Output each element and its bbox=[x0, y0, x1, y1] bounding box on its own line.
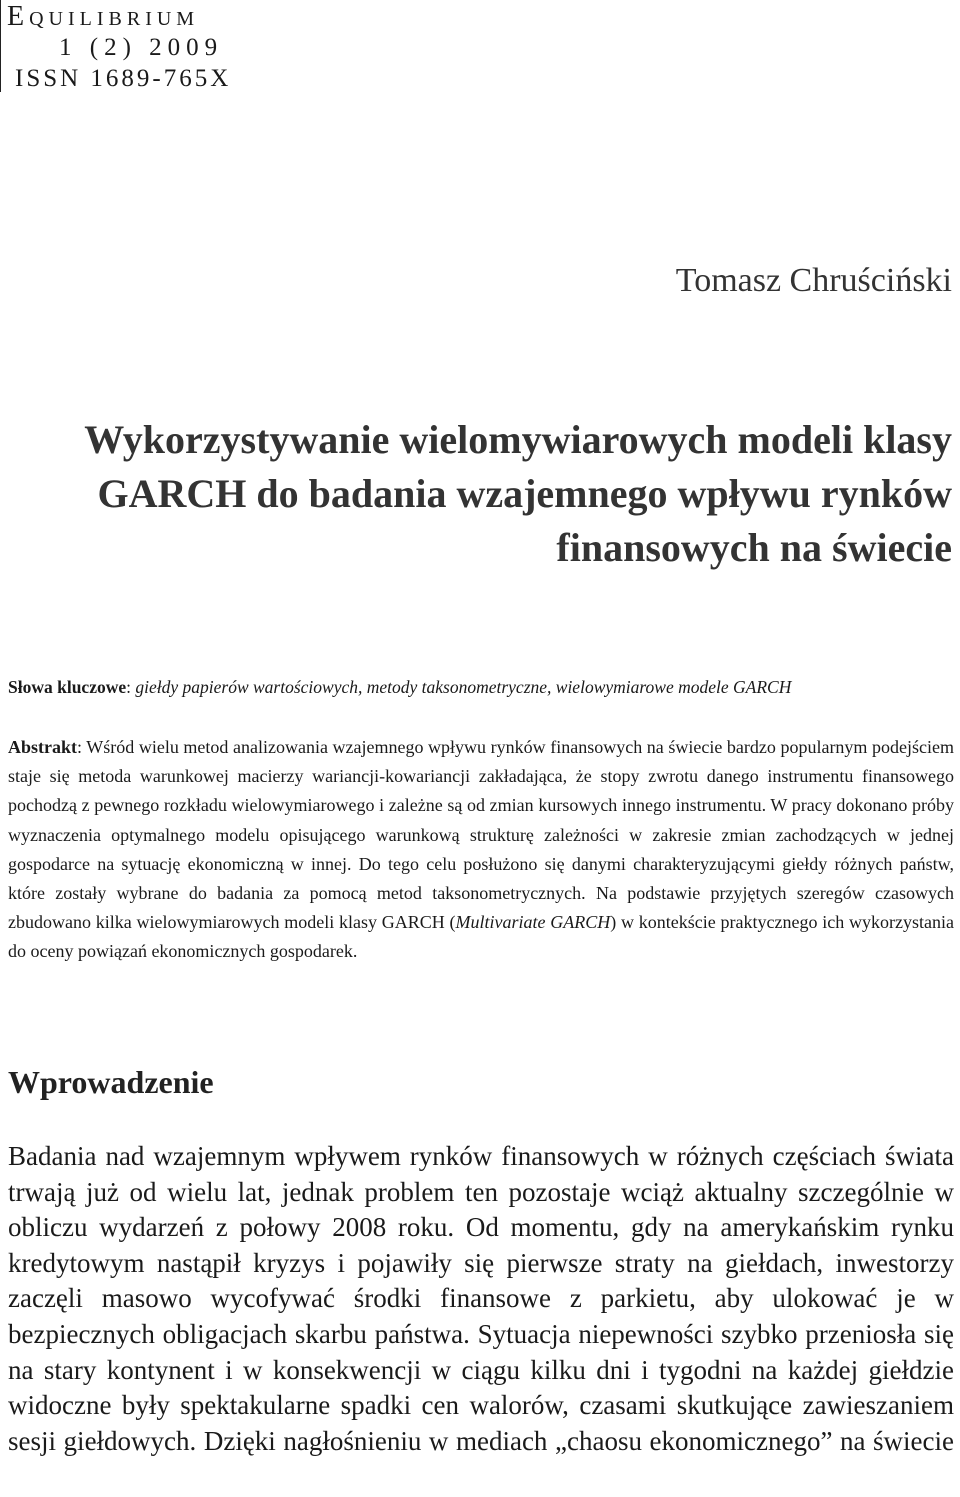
title-line: GARCH do badania wzajemnego wpływu rynków bbox=[97, 471, 952, 516]
intro-paragraph: Badania nad wzajemnym wpływem rynków finansowych w różnych częściach świata trwają już od wielu lat, jednak problem ten pozostaje wciąż aktualny szczególnie w obliczu wydarzeń z połowy 2008 roku. Od momentu, gdy na amerykańskim rynku kredytowym nastąpił kryzys i pojawiły się pierwsze straty na giełdach, inwestorzy zaczęli masowo wycofywać środki finansowe z parkietu, aby ulokować je w bezpiecznych obligacjach skarbu państwa. Sytuacja niepewności szybko przeniosła się na stary kontynent i w konsekwencji w ciągu kilku dni i tygodni na każdej giełdzie widoczne były spektakularne spadki cen walorów, czasami skutkujące zawieszaniem sesji giełdowych. Dzięki nagłośnieniu w mediach „chaosu ekonomicznego” na świecie bbox=[8, 1141, 954, 1456]
keywords-label: Słowa kluczowe bbox=[8, 677, 127, 697]
keywords-text: giełdy papierów wartościowych, metody taksonometryczne, wielowymiarowe modele GARCH bbox=[135, 677, 792, 697]
journal-issue: 1 (2) 2009 bbox=[59, 34, 224, 61]
abstract-text: Wśród wielu metod analizowania wzajemnego wpływu rynków finansowych na świecie bardzo popularnym podejściem staje się metoda warunkowej macierzy wariancji-kowariancji zakładająca, że stopy zwrotu danego instrumentu finansowego pochodzą z pewnego rozkładu wielowymiarowego i zależne są od zmian kursowych innego instrumentu. W pracy dokonano próby wyznaczenia optymalnego modelu opisującego warunkową strukturę zależności w zakresie zmian zachodzących w jednej gospodarce na sytuację ekonomiczną w innej. Do tego celu posłużono się danymi charakteryzującymi giełdy różnych państw, które zostały wybrane do badania za pomocą metod taksonometrycznych. Na podstawie przyjętych szeregów czasowych zbudowano kilka wielowymiarowych modeli klasy GARCH ( bbox=[8, 737, 954, 933]
abstract bbox=[8, 733, 954, 967]
journal-name: Equilibrium bbox=[7, 1, 200, 32]
section-heading: Wprowadzenie bbox=[8, 1064, 214, 1100]
keywords-separator: : bbox=[126, 677, 136, 697]
abstract-text-end: ) w kontekście praktycznego ich wykorzystania do oceny powiązań ekonomicznych gospodarek. bbox=[8, 912, 954, 962]
abstract-italic-term: Multivariate GARCH bbox=[455, 912, 611, 933]
title-line: finansowych na świecie bbox=[556, 525, 952, 570]
title-line: Wykorzystywanie wielomywiarowych modeli klasy bbox=[84, 417, 952, 462]
journal-header bbox=[0, 0, 231, 92]
keywords bbox=[8, 672, 948, 702]
paper-title bbox=[52, 413, 952, 575]
abstract-label: Abstrakt bbox=[8, 737, 78, 757]
author-name: Tomasz Chruściński bbox=[675, 262, 952, 299]
journal-issn: ISSN 1689-765X bbox=[15, 65, 232, 92]
abstract-separator: : bbox=[77, 737, 87, 757]
